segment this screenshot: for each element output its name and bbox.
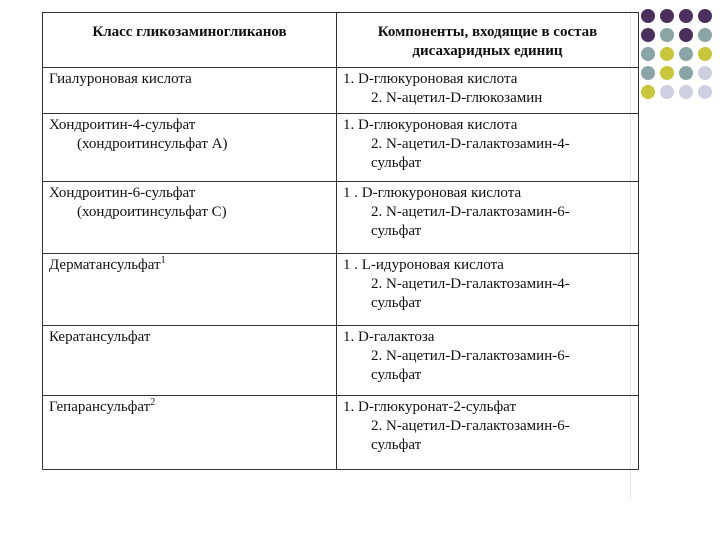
table-row — [43, 326, 639, 396]
component-2: 2. N-ацетил-D-галактозамин-6- — [371, 418, 570, 434]
table-row — [43, 114, 639, 182]
components-cell — [337, 114, 639, 182]
dot-icon — [641, 66, 655, 80]
components-cell — [337, 182, 639, 254]
dot-icon — [660, 85, 674, 99]
component-2: 2. N-ацетил-D-галактозамин-6- — [371, 348, 570, 364]
class-name: Кератансульфат — [49, 329, 151, 345]
component-1: 1. D-глюкуроновая кислота — [343, 117, 518, 133]
dot-icon — [698, 85, 712, 99]
footnote-mark: 2 — [150, 397, 156, 408]
class-name: Гепарансульфат — [49, 399, 151, 415]
dot-icon — [698, 9, 712, 23]
class-alias: (хондроитинсульфат А) — [77, 136, 228, 152]
class-cell — [43, 68, 337, 114]
component-1: 1. D-галактоза — [343, 329, 435, 345]
component-1: 1 . D-глюкуроновая кислота — [343, 185, 522, 201]
decorative-dot-grid — [641, 9, 720, 129]
dot-icon — [660, 28, 674, 42]
class-alias: (хондроитинсульфат С) — [77, 204, 227, 220]
component-2: 2. N-ацетил-D-глюкозамин — [371, 90, 543, 106]
component-2: 2. N-ацетил-D-галактозамин-4- — [371, 276, 570, 292]
class-cell — [43, 182, 337, 254]
header-components-line2: дисахаридных единиц — [412, 43, 563, 59]
dot-icon — [698, 47, 712, 61]
dot-icon — [641, 28, 655, 42]
class-cell — [43, 254, 337, 326]
header-components — [337, 13, 639, 68]
class-name: Хондроитин-6-сульфат — [49, 185, 196, 201]
table-header-row — [43, 13, 639, 68]
table-row — [43, 68, 639, 114]
dot-icon — [641, 85, 655, 99]
dot-icon — [679, 47, 693, 61]
dot-icon — [679, 85, 693, 99]
components-cell — [337, 68, 639, 114]
table-row — [43, 182, 639, 254]
components-cell — [337, 396, 639, 470]
components-cell — [337, 326, 639, 396]
dot-icon — [660, 47, 674, 61]
class-cell — [43, 114, 337, 182]
class-name: Хондроитин-4-сульфат — [49, 117, 196, 133]
footnote-mark: 1 — [160, 255, 166, 266]
header-class-text: Класс гликозаминогликанов — [92, 24, 287, 40]
dot-icon — [698, 66, 712, 80]
component-2-cont: сульфат — [371, 223, 422, 239]
component-1: 1. D-глюкуроновая кислота — [343, 71, 518, 87]
dot-icon — [641, 47, 655, 61]
class-name: Дерматансульфат — [49, 257, 161, 273]
dot-icon — [679, 9, 693, 23]
dot-icon — [660, 9, 674, 23]
component-2-cont: сульфат — [371, 437, 422, 453]
class-name: Гиалуроновая кислота — [49, 71, 192, 87]
component-2: 2. N-ацетил-D-галактозамин-4- — [371, 136, 570, 152]
table-row — [43, 254, 639, 326]
class-cell — [43, 396, 337, 470]
header-class — [43, 13, 337, 68]
component-2-cont: сульфат — [371, 295, 422, 311]
dot-icon — [679, 66, 693, 80]
component-1: 1. D-глюкуронат-2-сульфат — [343, 399, 516, 415]
component-2-cont: сульфат — [371, 367, 422, 383]
table-row — [43, 396, 639, 470]
header-components-line1: Компоненты, входящие в состав — [377, 24, 598, 40]
gag-table — [42, 12, 639, 470]
dot-icon — [660, 66, 674, 80]
dot-icon — [641, 9, 655, 23]
component-2: 2. N-ацетил-D-галактозамин-6- — [371, 204, 570, 220]
components-cell — [337, 254, 639, 326]
dot-icon — [698, 28, 712, 42]
component-2-cont: сульфат — [371, 155, 422, 171]
class-cell — [43, 326, 337, 396]
component-1: 1 . L-идуроновая кислота — [343, 257, 504, 273]
dot-icon — [679, 28, 693, 42]
